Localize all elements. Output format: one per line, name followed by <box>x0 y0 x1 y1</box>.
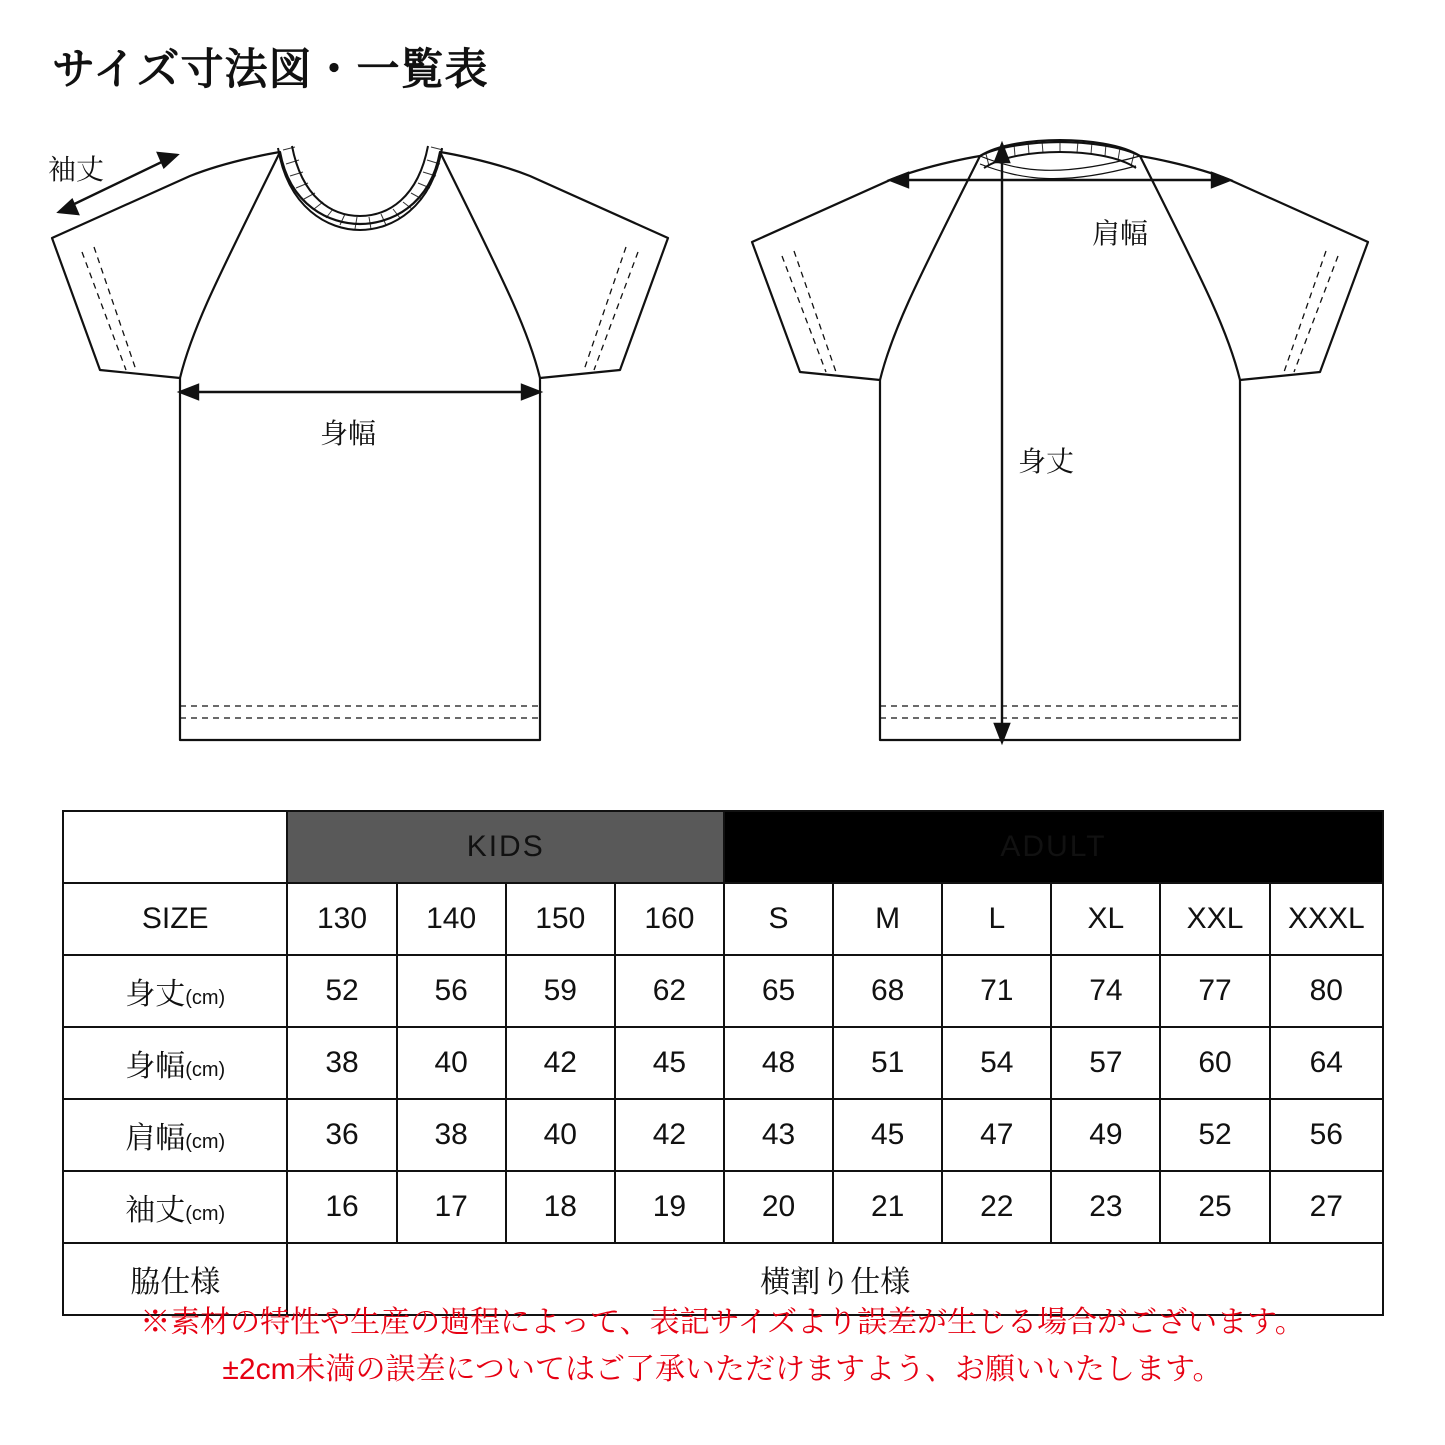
cell-sleeve-length-xxl: 25 <box>1160 1171 1269 1243</box>
row-header-body-length: 身丈(cm) <box>63 955 287 1027</box>
note-line-1: ※素材の特性や生産の過程によって、表記サイズより誤差が生じる場合がございます。 <box>140 1306 1305 1339</box>
label-shoulder-width: 肩幅 <box>1092 218 1149 249</box>
cell-sleeve-length-150: 18 <box>506 1171 615 1243</box>
cell-body-width-130: 38 <box>287 1027 396 1099</box>
cell-body-length-l: 71 <box>942 955 1051 1027</box>
cell-body-width-l: 54 <box>942 1027 1051 1099</box>
cell-body-length-140: 56 <box>397 955 506 1027</box>
cell-body-length-150: 59 <box>506 955 615 1027</box>
row-header-sleeve-length: 袖丈(cm) <box>63 1171 287 1243</box>
cell-body-length-xxxl: 80 <box>1270 955 1383 1027</box>
cell-sleeve-length-s: 20 <box>724 1171 833 1243</box>
disclaimer-notes <box>0 1300 1445 1393</box>
group-header-blank <box>63 811 287 883</box>
cell-body-length-130: 52 <box>287 955 396 1027</box>
size-cell-130: 130 <box>287 883 396 955</box>
size-cell-140: 140 <box>397 883 506 955</box>
cell-body-width-160: 45 <box>615 1027 724 1099</box>
cell-sleeve-length-m: 21 <box>833 1171 942 1243</box>
cell-shoulder-width-s: 43 <box>724 1099 833 1171</box>
size-chart-table <box>62 810 1384 1316</box>
table-row-body-length <box>63 955 1383 1027</box>
cell-body-length-xl: 74 <box>1051 955 1160 1027</box>
cell-shoulder-width-130: 36 <box>287 1099 396 1171</box>
row-header-side-spec: 脇仕様 <box>63 1243 287 1315</box>
cell-body-length-xxl: 77 <box>1160 955 1269 1027</box>
row-header-shoulder-width: 肩幅(cm) <box>63 1099 287 1171</box>
cell-body-width-xxxl: 64 <box>1270 1027 1383 1099</box>
size-cell-l: L <box>942 883 1051 955</box>
page-title: サイズ寸法図・一覧表 <box>52 46 489 94</box>
cell-sleeve-length-160: 19 <box>615 1171 724 1243</box>
front-shirt-illustration <box>30 120 690 780</box>
cell-sleeve-length-140: 17 <box>397 1171 506 1243</box>
cell-shoulder-width-150: 40 <box>506 1099 615 1171</box>
table-group-header-row <box>63 811 1383 883</box>
table-row-shoulder-width <box>63 1099 1383 1171</box>
cell-shoulder-width-160: 42 <box>615 1099 724 1171</box>
size-cell-xxl: XXL <box>1160 883 1269 955</box>
cell-body-width-m: 51 <box>833 1027 942 1099</box>
cell-shoulder-width-140: 38 <box>397 1099 506 1171</box>
size-cell-xxxl: XXXL <box>1270 883 1383 955</box>
back-shirt-illustration <box>730 120 1390 780</box>
cell-body-width-xl: 57 <box>1051 1027 1160 1099</box>
label-sleeve-length: 袖丈 <box>48 154 105 185</box>
group-header-adult: ADULT <box>724 811 1383 883</box>
cell-side-spec-value: 横割り仕様 <box>287 1243 1383 1315</box>
cell-shoulder-width-xxl: 52 <box>1160 1099 1269 1171</box>
cell-body-length-m: 68 <box>833 955 942 1027</box>
cell-body-width-s: 48 <box>724 1027 833 1099</box>
size-diagram <box>0 120 1445 790</box>
cell-shoulder-width-l: 47 <box>942 1099 1051 1171</box>
label-body-length: 身丈 <box>1018 446 1075 477</box>
size-cell-m: M <box>833 883 942 955</box>
table-row-sleeve-length <box>63 1171 1383 1243</box>
label-body-width: 身幅 <box>320 418 377 449</box>
group-header-kids: KIDS <box>287 811 724 883</box>
cell-body-length-160: 62 <box>615 955 724 1027</box>
note-line-2: ±2cm未満の誤差についてはご了承いただけますよう、お願いいたします。 <box>222 1352 1223 1386</box>
cell-body-length-s: 65 <box>724 955 833 1027</box>
cell-sleeve-length-xl: 23 <box>1051 1171 1160 1243</box>
size-cell-160: 160 <box>615 883 724 955</box>
size-cell-s: S <box>724 883 833 955</box>
cell-body-width-150: 42 <box>506 1027 615 1099</box>
row-header-body-width: 身幅(cm) <box>63 1027 287 1099</box>
cell-sleeve-length-130: 16 <box>287 1171 396 1243</box>
row-header-size: SIZE <box>63 883 287 955</box>
table-size-row <box>63 883 1383 955</box>
size-cell-150: 150 <box>506 883 615 955</box>
cell-body-width-xxl: 60 <box>1160 1027 1269 1099</box>
cell-shoulder-width-m: 45 <box>833 1099 942 1171</box>
table-row-body-width <box>63 1027 1383 1099</box>
cell-sleeve-length-xxxl: 27 <box>1270 1171 1383 1243</box>
cell-shoulder-width-xl: 49 <box>1051 1099 1160 1171</box>
cell-sleeve-length-l: 22 <box>942 1171 1051 1243</box>
cell-body-width-140: 40 <box>397 1027 506 1099</box>
cell-shoulder-width-xxxl: 56 <box>1270 1099 1383 1171</box>
size-cell-xl: XL <box>1051 883 1160 955</box>
